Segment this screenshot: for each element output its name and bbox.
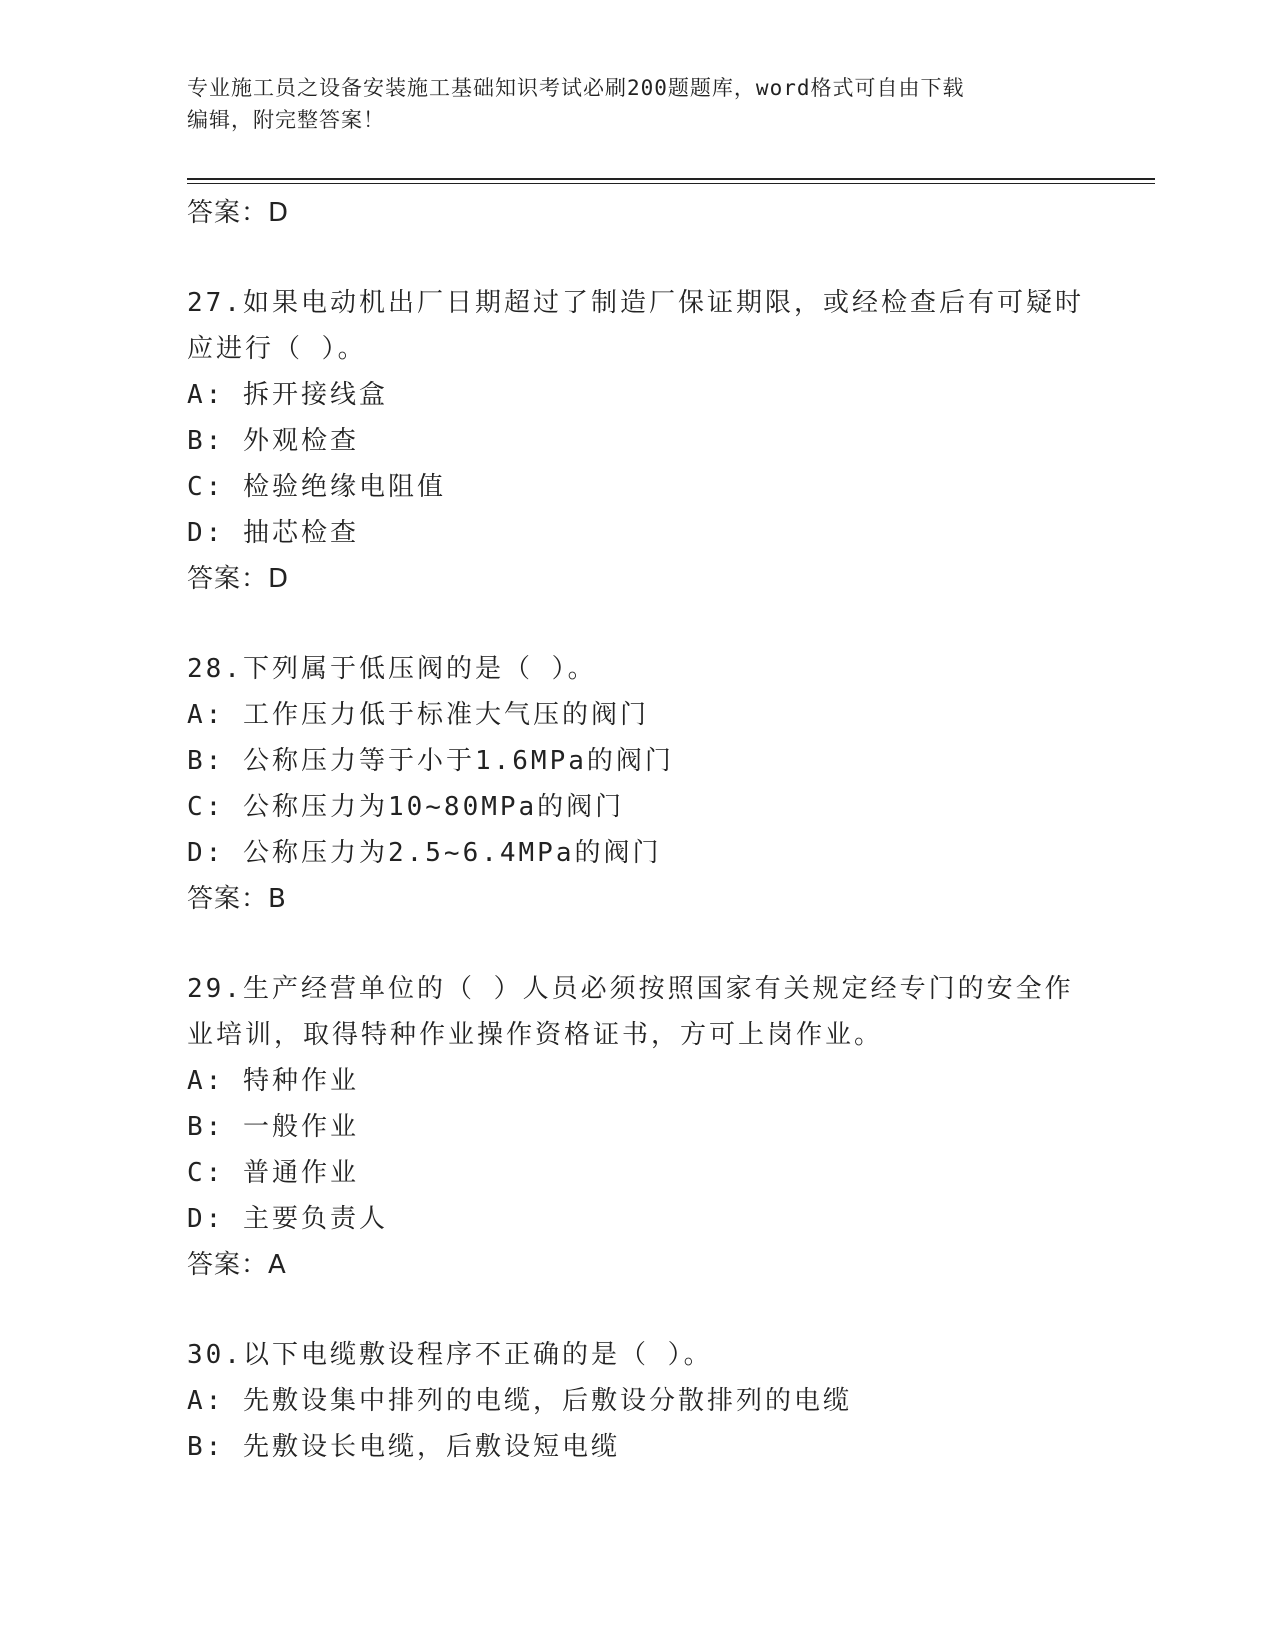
question-28 <box>187 646 1157 922</box>
document-header <box>187 72 1087 136</box>
option-d: D: 公称压力为2.5~6.4MPa的阀门 <box>187 838 662 868</box>
question-27 <box>187 280 1157 602</box>
question-stem: 业培训，取得特种作业操作资格证书，方可上岗作业。 <box>187 1020 884 1050</box>
answer-line <box>187 556 1157 602</box>
option-c: C: 普通作业 <box>187 1158 359 1188</box>
question-stem: 27.如果电动机出厂日期超过了制造厂保证期限，或经检查后有可疑时 <box>187 288 1084 318</box>
option-b: B: 外观检查 <box>187 426 359 456</box>
option-d: D: 抽芯检查 <box>187 518 359 548</box>
answer-value: B <box>268 884 287 914</box>
question-29 <box>187 966 1157 1288</box>
option-a: A: 工作压力低于标准大气压的阀门 <box>187 700 649 730</box>
answer-value: D <box>268 198 290 228</box>
option-d: D: 主要负责人 <box>187 1204 388 1234</box>
question-stem: 29.生产经营单位的（ ）人员必须按照国家有关规定经专门的安全作 <box>187 974 1074 1004</box>
answer-line <box>187 190 1157 236</box>
option-b: B: 一般作业 <box>187 1112 359 1142</box>
option-a: A: 先敷设集中排列的电缆，后敷设分散排列的电缆 <box>187 1386 852 1416</box>
option-c: C: 公称压力为10~80MPa的阀门 <box>187 792 625 822</box>
answer-value: A <box>268 1250 287 1280</box>
header-divider-thin <box>187 183 1155 184</box>
option-b: B: 公称压力等于小于1.6MPa的阀门 <box>187 746 674 776</box>
answer-line <box>187 876 1157 922</box>
option-b: B: 先敷设长电缆，后敷设短电缆 <box>187 1432 620 1462</box>
header-line-2: 编辑，附完整答案！ <box>187 108 385 132</box>
question-list <box>187 190 1157 1470</box>
answer-label: 答案： <box>187 884 269 914</box>
answer-value: D <box>268 564 290 594</box>
header-divider-thick <box>187 178 1155 180</box>
header-line-1: 专业施工员之设备安装施工基础知识考试必刷200题题库，word格式可自由下载 <box>187 76 965 100</box>
option-a: A: 拆开接线盒 <box>187 380 388 410</box>
option-a: A: 特种作业 <box>187 1066 359 1096</box>
question-stem: 应进行（ ）。 <box>187 334 367 364</box>
question-stem: 30.以下电缆敷设程序不正确的是（ ）。 <box>187 1340 713 1370</box>
question-stem: 28.下列属于低压阀的是（ ）。 <box>187 654 597 684</box>
answer-line <box>187 1242 1157 1288</box>
answer-label: 答案： <box>187 1250 269 1280</box>
answer-label: 答案： <box>187 564 269 594</box>
answer-label: 答案： <box>187 198 269 228</box>
question-30 <box>187 1332 1157 1470</box>
option-c: C: 检验绝缘电阻值 <box>187 472 446 502</box>
